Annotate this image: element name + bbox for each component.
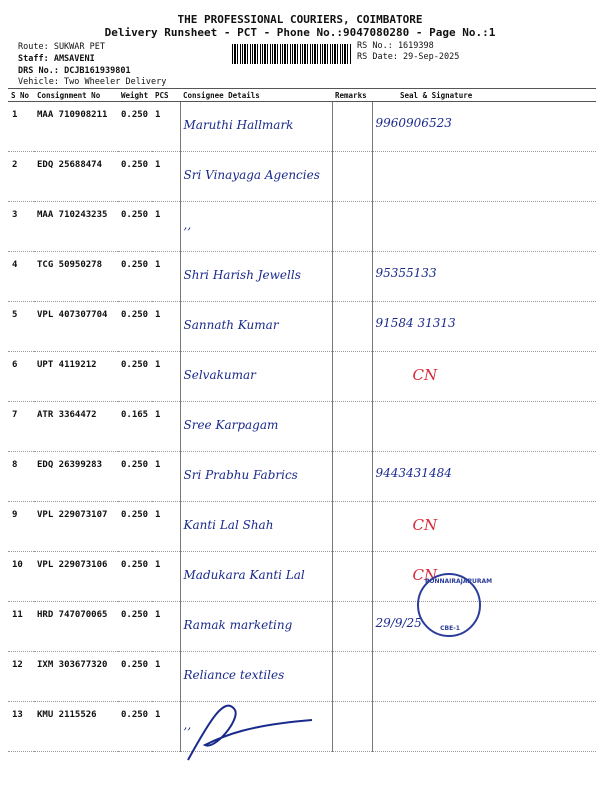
col-consignee: Consignee Details — [180, 89, 332, 102]
row-consignment-no: EDQ 26399283 — [34, 452, 118, 502]
row-pcs: 1 — [152, 252, 180, 302]
row-consignee: Shri Harish Jewells — [180, 252, 332, 302]
row-remarks — [332, 352, 372, 402]
row-signature: CN — [372, 502, 596, 552]
row-weight: 0.250 — [118, 152, 152, 202]
row-remarks — [332, 302, 372, 352]
row-remarks — [332, 552, 372, 602]
row-weight: 0.250 — [118, 352, 152, 402]
col-sno: S No — [8, 89, 34, 102]
row-pcs: 1 — [152, 102, 180, 152]
table-header — [8, 89, 596, 102]
vehicle: Vehicle: Two Wheeler Delivery — [18, 77, 167, 87]
col-pcs: PCS — [152, 89, 180, 102]
row-weight: 0.250 — [118, 602, 152, 652]
row-weight: 0.250 — [118, 702, 152, 752]
row-sno: 2 — [8, 152, 34, 202]
row-remarks — [332, 502, 372, 552]
table-row — [8, 302, 596, 352]
row-sno: 6 — [8, 352, 34, 402]
row-pcs: 1 — [152, 502, 180, 552]
row-consignment-no: VPL 229073106 — [34, 552, 118, 602]
row-sno: 4 — [8, 252, 34, 302]
row-sno: 12 — [8, 652, 34, 702]
row-pcs: 1 — [152, 552, 180, 602]
row-remarks — [332, 702, 372, 752]
row-pcs: 1 — [152, 302, 180, 352]
row-signature: 95355133 — [372, 252, 596, 302]
row-remarks — [332, 402, 372, 452]
row-weight: 0.250 — [118, 502, 152, 552]
row-signature: 29/9/25 — [372, 602, 596, 652]
row-consignment-no: MAA 710243235 — [34, 202, 118, 252]
row-pcs: 1 — [152, 402, 180, 452]
row-consignee: Madukara Kanti Lal — [180, 552, 332, 602]
row-sno: 5 — [8, 302, 34, 352]
row-weight: 0.250 — [118, 552, 152, 602]
table-row — [8, 402, 596, 452]
rs-number: RS No.: 1619398 — [357, 41, 434, 51]
rs-date: RS Date: 29-Sep-2025 — [357, 52, 460, 62]
row-consignee: ,, — [180, 702, 332, 752]
row-remarks — [332, 652, 372, 702]
table-row — [8, 452, 596, 502]
row-consignment-no: VPL 229073107 — [34, 502, 118, 552]
row-sno: 8 — [8, 452, 34, 502]
row-signature — [372, 702, 596, 752]
bottom-signature — [180, 690, 320, 770]
col-consignment: Consignment No — [34, 89, 118, 102]
row-signature: CN — [372, 352, 596, 402]
staff: Staff: AMSAVENI — [18, 54, 95, 64]
stamp-top-text: PONNAIRAJAPURAM — [425, 578, 493, 585]
row-consignment-no: UPT 4119212 — [34, 352, 118, 402]
row-consignee: Sri Vinayaga Agencies — [180, 152, 332, 202]
row-remarks — [332, 452, 372, 502]
row-consignment-no: MAA 710908211 — [34, 102, 118, 152]
row-weight: 0.250 — [118, 102, 152, 152]
row-consignee: Sri Prabhu Fabrics — [180, 452, 332, 502]
row-weight: 0.250 — [118, 302, 152, 352]
row-pcs: 1 — [152, 152, 180, 202]
drs-number — [18, 66, 131, 76]
col-remarks: Remarks — [332, 89, 372, 102]
route: Route: SUKWAR PET — [18, 42, 105, 52]
row-consignment-no: IXM 303677320 — [34, 652, 118, 702]
row-consignee: ,, — [180, 202, 332, 252]
row-sno: 1 — [8, 102, 34, 152]
row-consignee: Sree Karpagam — [180, 402, 332, 452]
row-sno: 3 — [8, 202, 34, 252]
company-title: THE PROFESSIONAL COURIERS, COIMBATORE — [177, 13, 423, 26]
row-consignee: Maruthi Hallmark — [180, 102, 332, 152]
row-weight: 0.250 — [118, 202, 152, 252]
row-pcs: 1 — [152, 202, 180, 252]
row-signature — [372, 652, 596, 702]
row-sno: 7 — [8, 402, 34, 452]
row-pcs: 1 — [152, 352, 180, 402]
row-pcs: 1 — [152, 652, 180, 702]
col-seal-signature: Seal & Signature — [372, 89, 596, 102]
row-remarks — [332, 602, 372, 652]
row-pcs: 1 — [152, 602, 180, 652]
faded-stamp — [400, 170, 550, 220]
row-signature — [372, 402, 596, 452]
table-row — [8, 102, 596, 152]
row-consignee: Kanti Lal Shah — [180, 502, 332, 552]
col-weight: Weight — [118, 89, 152, 102]
row-remarks — [332, 202, 372, 252]
office-seal-stamp — [417, 573, 493, 637]
row-consignment-no: ATR 3364472 — [34, 402, 118, 452]
row-consignment-no: TCG 50950278 — [34, 252, 118, 302]
row-signature: 91584 31313 — [372, 302, 596, 352]
row-consignee: Selvakumar — [180, 352, 332, 402]
table-row — [8, 552, 596, 602]
row-pcs: 1 — [152, 452, 180, 502]
row-consignment-no: VPL 407307704 — [34, 302, 118, 352]
drs-value: DCJB161939801 — [64, 66, 131, 76]
row-sno: 9 — [8, 502, 34, 552]
row-consignee: Reliance textiles — [180, 652, 332, 702]
runsheet-subtitle: Delivery Runsheet - PCT - Phone No.:9047080280 - Page No.:1 — [104, 26, 496, 39]
row-consignee: Sannath Kumar — [180, 302, 332, 352]
stamp-bottom-text: CBE-1 — [440, 625, 460, 632]
row-sno: 10 — [8, 552, 34, 602]
row-remarks — [332, 152, 372, 202]
row-weight: 0.250 — [118, 652, 152, 702]
table-row — [8, 602, 596, 652]
row-consignment-no: KMU 2115526 — [34, 702, 118, 752]
barcode — [232, 44, 352, 64]
row-weight: 0.250 — [118, 452, 152, 502]
row-consignment-no: HRD 747070065 — [34, 602, 118, 652]
row-consignee: Ramak marketing — [180, 602, 332, 652]
table-row — [8, 252, 596, 302]
row-sno: 13 — [8, 702, 34, 752]
row-signature: CN — [372, 552, 596, 602]
row-remarks — [332, 102, 372, 152]
row-weight: 0.165 — [118, 402, 152, 452]
row-consignment-no: EDQ 25688474 — [34, 152, 118, 202]
table-row — [8, 352, 596, 402]
row-remarks — [332, 252, 372, 302]
row-signature: 9960906523 — [372, 102, 596, 152]
row-signature: 9443431484 — [372, 452, 596, 502]
row-weight: 0.250 — [118, 252, 152, 302]
drs-label: DRS No.: — [18, 66, 59, 76]
row-sno: 11 — [8, 602, 34, 652]
table-row — [8, 502, 596, 552]
row-pcs: 1 — [152, 702, 180, 752]
